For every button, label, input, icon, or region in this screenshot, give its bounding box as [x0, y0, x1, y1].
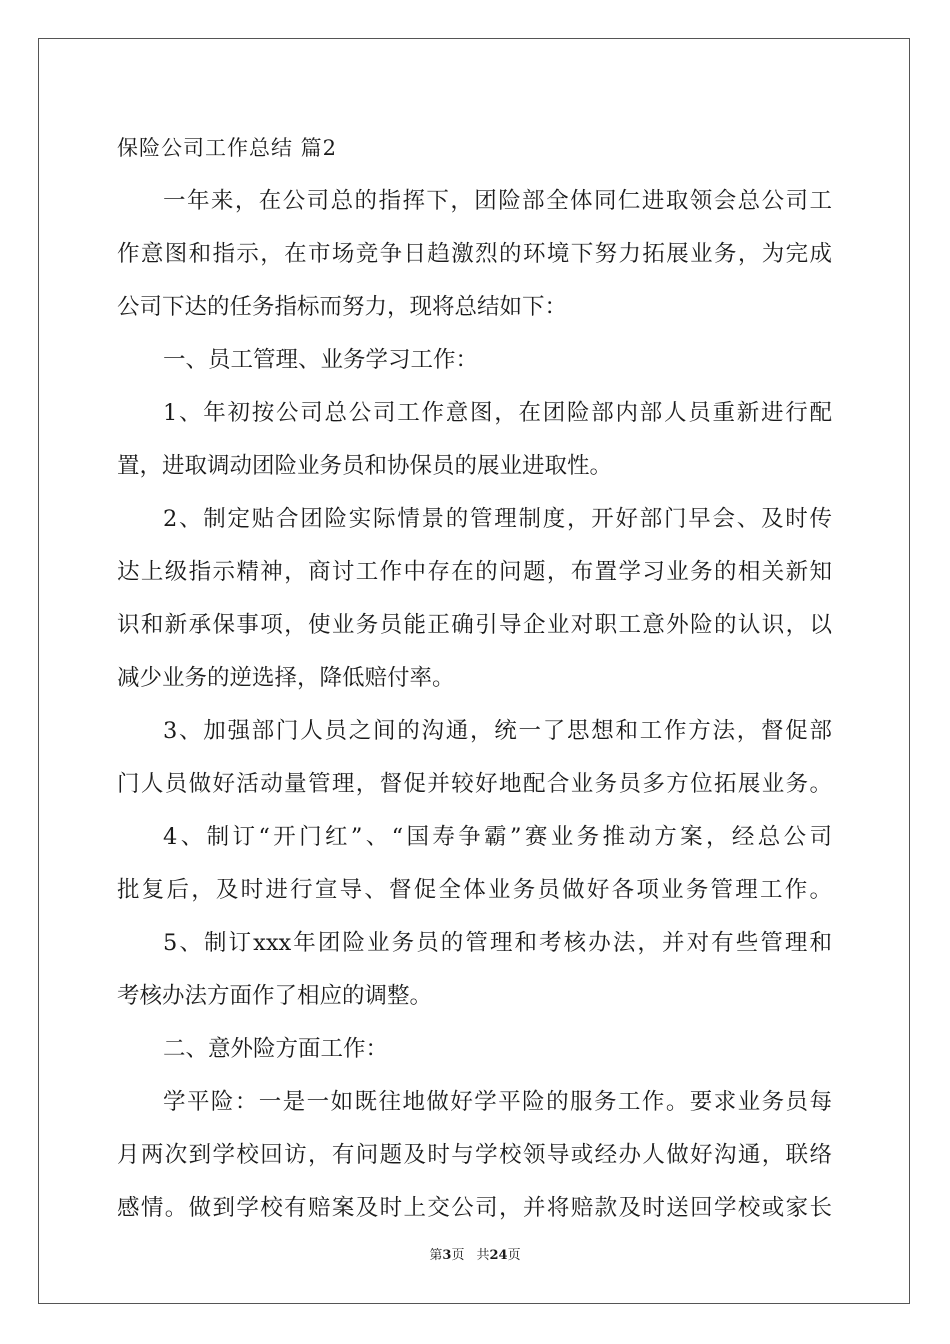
item-1-line-2: 置，进取调动团险业务员和协保员的展业进取性。: [117, 453, 613, 479]
item-2-line-4: 减少业务的逆选择，降低赔付率。: [117, 665, 455, 691]
section-heading-2: 二、意外险方面工作：: [163, 1036, 389, 1062]
item-4-line-1: 4、制订“开门红”、“国寿争霸”赛业务推动方案，经总公司: [163, 824, 832, 850]
student-insurance-line-2: 月两次到学校回访，有问题及时与学校领导或经办人做好沟通，联络: [117, 1142, 832, 1168]
total-prefix: 共: [476, 1248, 490, 1263]
item-4-line-2: 批复后，及时进行宣导、督促全体业务员做好各项业务管理工作。: [117, 877, 832, 903]
page-footer: [0, 1248, 950, 1264]
item-2-line-3: 识和新承保事项，使业务员能正确引导企业对职工意外险的认识，以: [117, 612, 832, 638]
item-2-line-1: 2、制定贴合团险实际情景的管理制度，开好部门早会、及时传: [163, 506, 832, 532]
page-prefix: 第: [429, 1248, 443, 1263]
item-5-line-2: 考核办法方面作了相应的调整。: [117, 983, 433, 1009]
section-heading-1: 一、员工管理、业务学习工作：: [163, 347, 479, 373]
paragraph-line-3: 公司下达的任务指标而努力，现将总结如下：: [117, 294, 568, 320]
item-3-line-2: 门人员做好活动量管理，督促并较好地配合业务员多方位拓展业务。: [117, 771, 832, 797]
page-suffix: 页: [451, 1248, 465, 1263]
item-2-line-2: 达上级指示精神，商讨工作中存在的问题，布置学习业务的相关新知: [117, 559, 832, 585]
paragraph-line-2: 作意图和指示，在市场竞争日趋激烈的环境下努力拓展业务，为完成: [117, 241, 832, 267]
item-5-line-1: 5、制订xxx年团险业务员的管理和考核办法，并对有些管理和: [163, 930, 832, 956]
item-1-line-1: 1、年初按公司总公司工作意图，在团险部内部人员重新进行配: [163, 400, 832, 426]
item-3-line-1: 3、加强部门人员之间的沟通，统一了思想和工作方法，督促部: [163, 718, 832, 744]
total-suffix: 页: [507, 1248, 521, 1263]
document-title: 保险公司工作总结 篇2: [117, 136, 338, 160]
total-page-count: 24: [489, 1248, 508, 1263]
paragraph-line-1: 一年来，在公司总的指挥下，团险部全体同仁进取领会总公司工: [163, 188, 832, 214]
current-page-number: 3: [442, 1248, 452, 1263]
student-insurance-line-1: 学平险：一是一如既往地做好学平险的服务工作。要求业务员每: [163, 1089, 832, 1115]
student-insurance-line-3: 感情。做到学校有赔案及时上交公司，并将赔款及时送回学校或家长: [117, 1195, 832, 1221]
